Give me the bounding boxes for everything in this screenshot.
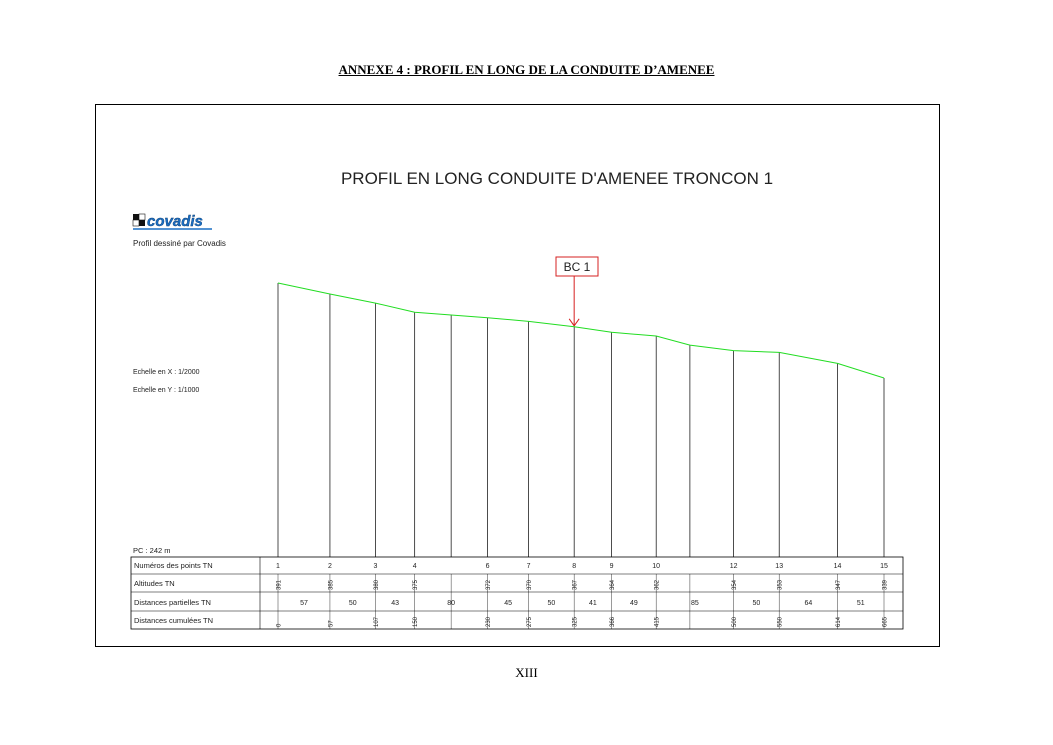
- bc-marker: [556, 257, 598, 326]
- scale-x-text: Echelle en X : 1/2000: [133, 369, 200, 376]
- cumulative-distance: 366: [610, 616, 617, 627]
- point-number: 15: [880, 563, 888, 570]
- logo-text: covadis: [147, 213, 203, 230]
- partial-distance: 80: [447, 600, 456, 607]
- point-number: 6: [485, 563, 490, 570]
- cumulative-distance: 415: [654, 616, 661, 627]
- altitude-value: 362: [654, 579, 661, 590]
- row-label-numeros: Numéros des points TN: [134, 561, 213, 570]
- partial-distance: 41: [588, 600, 597, 607]
- point-number: 1: [276, 563, 280, 570]
- cumulative-distance: 275: [527, 616, 534, 627]
- table-cells: [276, 563, 888, 629]
- cumulative-distance: 230: [486, 616, 493, 627]
- altitude-value: 380: [374, 579, 381, 590]
- partial-distance: 85: [691, 600, 699, 607]
- point-number: 4: [412, 563, 417, 570]
- altitude-value: 375: [413, 579, 420, 590]
- point-number: 3: [373, 563, 378, 570]
- partial-distance: 45: [504, 600, 512, 607]
- altitude-value: 353: [777, 579, 784, 590]
- altitude-value: 339: [882, 579, 889, 590]
- scale-y-text: Echelle en Y : 1/1000: [133, 387, 200, 394]
- partial-distance: 50: [348, 600, 357, 607]
- station-lines: [278, 283, 884, 557]
- logo-diamond-icon: [133, 214, 145, 226]
- altitude-value: 370: [527, 579, 534, 590]
- cumulative-distance: 107: [374, 616, 381, 627]
- point-number: 2: [327, 563, 332, 570]
- point-number: 9: [609, 563, 614, 570]
- partial-distance: 43: [391, 600, 399, 607]
- altitude-value: 367: [572, 579, 579, 590]
- row-label-partielles: Distances partielles TN: [134, 598, 211, 607]
- cumulative-distance: 550: [777, 616, 784, 627]
- altitude-value: 391: [276, 579, 283, 590]
- cumulative-distance: 150: [413, 616, 420, 627]
- altitude-value: 385: [328, 579, 335, 590]
- point-number: 12: [729, 563, 738, 570]
- cumulative-distance: 325: [572, 616, 579, 627]
- cumulative-distance: 614: [836, 616, 843, 627]
- drawing-title: PROFIL EN LONG CONDUITE D'AMENEE TRONCON 1: [340, 169, 774, 188]
- cumulative-distance: 665: [882, 616, 889, 627]
- altitude-value: 372: [486, 579, 493, 590]
- partial-distance: 50: [752, 600, 761, 607]
- terrain-profile-line: [278, 283, 884, 378]
- cumulative-distance: 500: [732, 616, 739, 627]
- marker-label: BC 1: [563, 260, 591, 274]
- partial-distance: 57: [300, 600, 308, 607]
- point-number: 13: [775, 563, 784, 570]
- point-number: 10: [652, 563, 661, 570]
- row-label-cumulees: Distances cumulées TN: [134, 616, 214, 625]
- partial-distance: 49: [629, 600, 638, 607]
- credit-text: Profil dessiné par Covadis: [133, 239, 226, 248]
- point-number: 7: [526, 563, 531, 570]
- altitude-value: 364: [610, 579, 617, 590]
- altitude-value: 347: [836, 579, 843, 590]
- partial-distance: 64: [804, 600, 813, 607]
- partial-distance: 50: [547, 600, 556, 607]
- covadis-logo: [133, 213, 212, 230]
- profile-table: [131, 557, 903, 629]
- row-label-altitudes: Altitudes TN: [134, 579, 175, 588]
- page-number: XIII: [515, 665, 538, 680]
- cumulative-distance: 57: [328, 620, 335, 627]
- cumulative-distance: 0: [276, 623, 283, 627]
- altitude-value: 354: [732, 579, 739, 590]
- point-number: 8: [572, 563, 577, 570]
- point-number: 14: [833, 563, 842, 570]
- pc-text: PC : 242 m: [133, 546, 171, 555]
- annex-title: ANNEXE 4 : PROFIL EN LONG DE LA CONDUITE D’AMENEE: [338, 62, 715, 77]
- partial-distance: 51: [856, 600, 865, 607]
